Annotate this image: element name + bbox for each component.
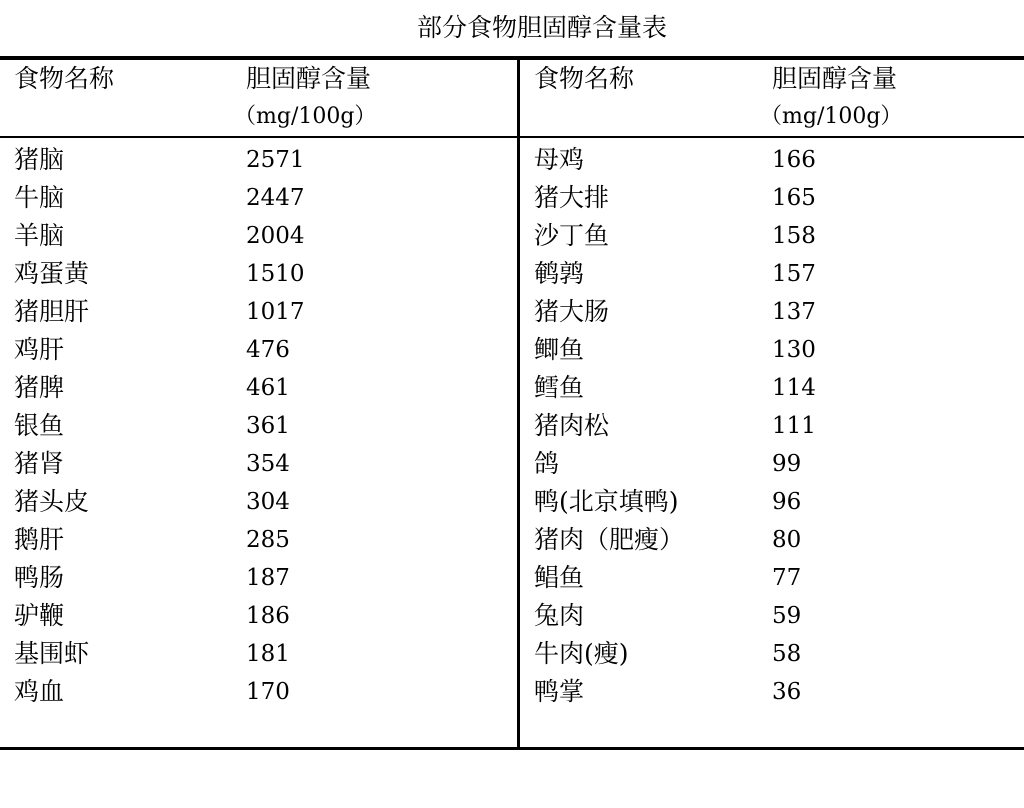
left-cholesterol-values bbox=[246, 143, 305, 713]
header-food-name-right: 食物名称 bbox=[534, 64, 635, 93]
header-cholesterol-right: 胆固醇含量 bbox=[772, 64, 898, 93]
food-name: 鸭肠 bbox=[14, 563, 65, 592]
cholesterol-value: 166 bbox=[772, 147, 816, 173]
food-name: 猪肉（肥瘦） bbox=[534, 525, 685, 554]
cholesterol-value: 285 bbox=[246, 527, 290, 553]
column-divider bbox=[517, 56, 520, 750]
header-unit-left: （mg/100g） bbox=[234, 104, 377, 129]
cholesterol-value: 137 bbox=[772, 299, 816, 325]
cholesterol-value: 58 bbox=[772, 641, 802, 667]
food-name: 猪脾 bbox=[14, 373, 65, 402]
right-food-names bbox=[534, 143, 684, 713]
cholesterol-value: 2004 bbox=[246, 223, 305, 249]
cholesterol-value: 165 bbox=[772, 185, 816, 211]
food-name: 羊脑 bbox=[14, 221, 65, 250]
cholesterol-value: 1510 bbox=[246, 261, 305, 287]
header-cholesterol-left: 胆固醇含量 bbox=[246, 64, 372, 93]
food-name: 猪肾 bbox=[14, 449, 65, 478]
cholesterol-value: 36 bbox=[772, 679, 802, 705]
cholesterol-value: 77 bbox=[772, 565, 802, 591]
food-name: 猪大肠 bbox=[534, 297, 610, 326]
food-name: 鹅肝 bbox=[14, 525, 65, 554]
cholesterol-value: 111 bbox=[772, 413, 816, 439]
cholesterol-value: 130 bbox=[772, 337, 816, 363]
cholesterol-value: 476 bbox=[246, 337, 290, 363]
left-food-names bbox=[14, 143, 89, 713]
table-top-rule bbox=[0, 56, 1024, 60]
food-name: 银鱼 bbox=[14, 411, 65, 440]
cholesterol-value: 157 bbox=[772, 261, 816, 287]
food-name: 牛肉(瘦) bbox=[534, 639, 629, 668]
food-name: 兔肉 bbox=[534, 601, 585, 630]
food-name: 鲫鱼 bbox=[534, 335, 585, 364]
cholesterol-value: 461 bbox=[246, 375, 290, 401]
food-name: 猪头皮 bbox=[14, 487, 90, 516]
cholesterol-value: 1017 bbox=[246, 299, 305, 325]
food-name: 鸡蛋黄 bbox=[14, 259, 90, 288]
food-name: 基围虾 bbox=[14, 639, 90, 668]
cholesterol-value: 181 bbox=[246, 641, 290, 667]
food-name: 鸭(北京填鸭) bbox=[534, 487, 679, 516]
food-name: 鸡血 bbox=[14, 677, 65, 706]
cholesterol-value: 361 bbox=[246, 413, 290, 439]
food-name: 鳕鱼 bbox=[534, 373, 585, 402]
food-name: 沙丁鱼 bbox=[534, 221, 610, 250]
food-name: 猪胆肝 bbox=[14, 297, 90, 326]
food-name: 鹌鹑 bbox=[534, 259, 585, 288]
cholesterol-value: 186 bbox=[246, 603, 290, 629]
cholesterol-value: 99 bbox=[772, 451, 802, 477]
food-name: 鲳鱼 bbox=[534, 563, 585, 592]
cholesterol-value: 158 bbox=[772, 223, 816, 249]
food-name: 鸭掌 bbox=[534, 677, 585, 706]
cholesterol-value: 304 bbox=[246, 489, 290, 515]
food-name: 猪脑 bbox=[14, 145, 65, 174]
cholesterol-value: 2447 bbox=[246, 185, 305, 211]
food-name: 牛脑 bbox=[14, 183, 65, 212]
header-unit-right: （mg/100g） bbox=[760, 104, 903, 129]
cholesterol-value: 59 bbox=[772, 603, 802, 629]
cholesterol-value: 354 bbox=[246, 451, 290, 477]
cholesterol-value: 80 bbox=[772, 527, 802, 553]
food-name: 猪大排 bbox=[534, 183, 610, 212]
cholesterol-value: 96 bbox=[772, 489, 802, 515]
cholesterol-value: 187 bbox=[246, 565, 290, 591]
header-rule bbox=[0, 136, 1024, 138]
cholesterol-value: 170 bbox=[246, 679, 290, 705]
right-cholesterol-values bbox=[772, 143, 816, 713]
cholesterol-value: 2571 bbox=[246, 147, 305, 173]
food-name: 鸡肝 bbox=[14, 335, 65, 364]
table-bottom-rule bbox=[0, 747, 1024, 750]
food-name: 母鸡 bbox=[534, 145, 585, 174]
food-name: 驴鞭 bbox=[14, 601, 65, 630]
food-name: 鸽 bbox=[534, 449, 560, 478]
header-food-name-left: 食物名称 bbox=[14, 64, 115, 93]
table-title: 部分食物胆固醇含量表 bbox=[416, 13, 667, 42]
cholesterol-value: 114 bbox=[772, 375, 816, 401]
food-name: 猪肉松 bbox=[534, 411, 610, 440]
